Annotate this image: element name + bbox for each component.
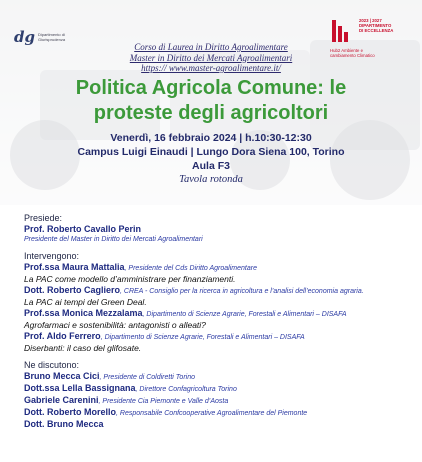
master-line: Master in Diritto dei Mercati Agroalimentari	[129, 52, 293, 63]
dg-mark: dg	[14, 28, 35, 46]
panelist-name: Dott. Bruno Mecca	[24, 419, 104, 429]
panelist-row	[24, 407, 414, 419]
panelist-role: , Presidente Cia Piemonte e Valle d’Aosta	[98, 398, 229, 405]
course-info	[0, 42, 422, 74]
speaker-talk-title: La PAC ai tempi del Green Deal.	[24, 297, 147, 307]
panelist-row	[24, 383, 414, 395]
excellence-line1: 2023 | 2027	[359, 18, 382, 23]
panelist-name: Bruno Mecca Cici	[24, 371, 100, 381]
speaker-role: , Dipartimento di Scienze Agrarie, Forestali e Alimentari – DISAFA	[100, 334, 305, 341]
panelist-role: , Direttore Confagricoltura Torino	[135, 386, 237, 393]
program-body	[24, 213, 414, 431]
speaker-row	[24, 308, 414, 320]
presiede-heading: Presiede:	[24, 213, 63, 223]
speaker-name: Dott. Roberto Cagliero	[24, 285, 120, 295]
chair-role: Presidente del Master in Diritto dei Mercati Agroalimentari	[24, 236, 203, 243]
discutono-heading: Ne discutono:	[24, 360, 80, 370]
department-logo-text: Dipartimento di Giurisprudenza	[37, 32, 66, 42]
speaker-talk-title: Agrofarmaci e sostenibilità: antagonisti o alleati?	[24, 320, 206, 330]
excellence-line2: DIPARTIMENTO	[359, 23, 392, 28]
panelist-row	[24, 395, 414, 407]
panelist-name: Gabriele Carenini	[24, 395, 99, 405]
panel-list	[24, 371, 414, 431]
excellence-line3: DI ECCELLENZA	[359, 28, 394, 33]
excellence-mark-icon	[330, 18, 356, 44]
panelist-row	[24, 371, 414, 383]
event-date: Venerdì, 16 febbraio 2024 | h.10:30-12:30	[110, 132, 312, 144]
speaker-name: Prof. Aldo Ferrero	[24, 331, 101, 341]
speaker-row	[24, 285, 414, 297]
speaker-role: , Dipartimento di Scienze Agrarie, Forestali e Alimentari – DISAFA	[142, 311, 347, 318]
panelist-row	[24, 419, 414, 431]
speaker-role: , Presidente del Cds Diritto Agroalimentare	[124, 265, 257, 272]
title-line2: proteste degli agricoltori	[93, 102, 329, 124]
event-place: Campus Luigi Einaudi | Lungo Dora Siena 100, Torino	[77, 146, 345, 158]
speaker-name: Prof.ssa Maura Mattalia	[24, 262, 125, 272]
speaker-row	[24, 262, 414, 274]
panelist-role: , Responsabile Confcooperative Agroalimentare del Piemonte	[116, 410, 308, 417]
event-title	[0, 76, 422, 126]
speaker-list	[24, 262, 414, 354]
hub-line1: Hub2 Ambiente e	[330, 48, 363, 53]
speaker-name: Prof.ssa Monica Mezzalama	[24, 308, 143, 318]
speaker-role: , CREA - Consiglio per la ricerca in agricoltura e l’analisi dell’economia agraria.	[120, 288, 364, 295]
course-url-link[interactable]: https:// www.master-agroalimentare.it/	[141, 63, 281, 73]
panelist-name: Dott.ssa Lella Bassignana	[24, 383, 136, 393]
title-line1: Politica Agricola Comune: le	[75, 77, 347, 99]
hub-line2: cambiamento Climatico	[330, 53, 375, 58]
panelist-name: Dott. Roberto Morello	[24, 407, 116, 417]
speaker-talk-title: La PAC come modello d’amministrare per finanziamenti.	[24, 274, 236, 284]
intervengono-heading: Intervengono:	[24, 251, 80, 261]
event-room: Aula F3	[192, 160, 230, 172]
course-line: Corso di Laurea in Diritto Agroalimentare	[134, 42, 288, 52]
event-details	[0, 131, 422, 187]
speaker-talk-title: Diserbanti: il caso del glifosate.	[24, 343, 142, 353]
header-banner	[0, 0, 422, 205]
chair-name: Prof. Roberto Cavallo Perin	[24, 224, 142, 234]
event-format: Tavola rotonda	[179, 174, 243, 185]
panelist-role: , Presidente di Coldiretti Torino	[99, 374, 195, 381]
speaker-row	[24, 331, 414, 343]
